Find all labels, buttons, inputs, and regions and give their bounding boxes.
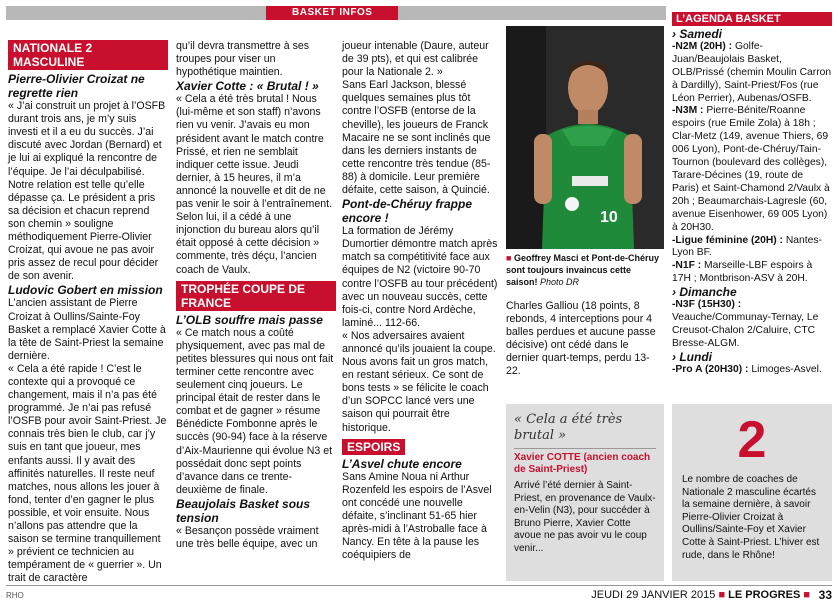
agenda-item-lf xyxy=(672,235,832,261)
subhead-cotte: Xavier Cotte : « Brutal ! » xyxy=(176,79,319,94)
jersey-number: 10 xyxy=(600,209,618,226)
agenda-item-n1f xyxy=(672,260,832,286)
newspaper-name: LE PROGRES xyxy=(728,589,801,601)
paragraph: « Ce match nous a coûté physiquement, avec pas mal de petites blessures qui nous ont fait terminer cette rencontre avec seulement cinq joueurs. Le principal était de rester dans le combat et de gagner » résume Bénédicte Fombonne après le succès (90-94) face à la réserve d’Aix-Maurienne qui évolue N3 et possédait donc sept points d’avance dans ce trente-deuxième de finale. xyxy=(176,326,334,496)
agenda-label: -N3M : xyxy=(672,105,704,117)
agenda-text: Golfe-Juan/Beaujolais Basket, OLB/Prissé (chemin Moulin Carron à Dardilly), Saint-Priest/Fos (rue Léon Perrier), Aubenas/OSFB. xyxy=(672,40,832,104)
n2-heading: NATIONALE 2 MASCULINE xyxy=(8,40,168,70)
section-label: BASKET INFOS xyxy=(266,6,398,20)
subhead-gobert: Ludovic Gobert en mission xyxy=(8,283,163,298)
quote-author: Xavier COTTE (ancien coach de Saint-Priest) xyxy=(514,448,656,476)
paragraph: L’ancien assistant de Pierre Croizat à Oullins/Sainte-Foy Basket a remplacé Xavier Cotte à la tête de Saint-Priest la semaine dernière. xyxy=(8,297,166,362)
column-3 xyxy=(342,40,500,562)
paragraph: Charles Galliou (18 points, 8 rebonds, 4 interceptions pour 4 balles perdues et aucune passe décisive) ont cédé dans le dernier quart-temps, perdu 13-22. xyxy=(506,300,656,378)
subhead-pont-de-cheruy: Pont-de-Chéruy frappe encore ! xyxy=(342,197,473,226)
quote-body: Arrivé l’été dernier à Saint-Priest, en provenance de Vaulx-en-Velin (N3), pour succéder à Bruno Pierre, Xavier Cotte avoue ne pas avoir vu le coup venir... xyxy=(514,480,656,554)
agenda-label: -N1F : xyxy=(672,260,702,272)
agenda-label: -N3F (15H30) : xyxy=(672,299,742,311)
agenda-heading: L’AGENDA BASKET xyxy=(672,12,832,26)
column-4 xyxy=(506,300,664,379)
agenda-item-n3f xyxy=(672,299,832,351)
column-1 xyxy=(8,40,168,585)
quote-box xyxy=(506,404,664,581)
agenda-item-n3m xyxy=(672,105,832,234)
agenda-text: Limoges-Asvel. xyxy=(748,363,822,375)
day-dimanche: › Dimanche xyxy=(672,285,737,300)
paragraph: Sans Amine Noua ni Arthur Rozenfeld les espoirs de l’Asvel ont concédé une nouvelle défaite, s’inclinant 51-65 hier après-midi à l’Astroballe face à Nancy. En tête à la pause les coéquipiers de xyxy=(342,470,492,562)
agenda-text: Pierre-Bénite/Roanne espoirs (rue Emile Zola) à 18h ; Clar-Metz (149, avenue Thiers, 69 006 Lyon), Pont-de-Chéruy/Tain-Tournon (boulevard des collèges), Tarare-Décines (19, route de Paris) et Saint-Chamond 2/Vaulx à 20h ; Beaumarchais-Lagresle (60, avenue Eisenhower, 69 005 Lyon) à 20H30. xyxy=(672,105,830,233)
player-photo xyxy=(506,26,664,249)
caption-text: Geoffrey Masci et Pont-de-Chéruy sont toujours invaincus cette saison! xyxy=(506,253,659,287)
column-2 xyxy=(176,40,336,551)
subhead-beaujolais: Beaujolais Basket sous tension xyxy=(176,496,311,525)
paragraph: joueur intenable (Daure, auteur de 39 pts), et qui est calibrée pour la Nationale 2. » xyxy=(342,40,489,79)
agenda-text: Nantes-Lyon BF. xyxy=(672,234,822,259)
agenda-item-proa xyxy=(672,364,832,377)
stat-box xyxy=(672,404,832,581)
paragraph: « Besançon possède vraiment une très belle équipe, avec un xyxy=(176,524,319,550)
agenda-text: Veauche/Communay-Ternay, Le Creusot-Chalon 2/Caluire, CTC Bresse-ALGM. xyxy=(672,311,819,349)
paragraph: « J’ai construit un projet à l’OSFB durant trois ans, je m’y suis investi et il a eu du succès. J’ai discuté avec Jordan (Bernard) et je lui ai expliqué la rencontre de l’équipe. Je l’ai déculpabilisé. Notre relation est telle qu’elle dépasse ça. Le président a pris sa décision et chacun reprend son chemin » souligne méthodiquement Pierre-Olivier Croizat, qui avoue ne pas avoir pris assez de recul pour décider de son avenir. xyxy=(8,100,166,283)
agenda-list xyxy=(672,28,832,376)
day-lundi: › Lundi xyxy=(672,349,712,364)
footer-date-line: JEUDI 29 JANVIER 2015 ■ LE PROGRES ■ xyxy=(591,589,810,601)
paragraph: « Cela a été rapide ! C’est le contexte qui a provoqué ce changement, mais il n’a pas été programmé. Je n’ai pas refusé l’OSFB pour avoir Saint-Priest. Je connais très bien le club, car j’y suis en tant que joueur, mes enfants aussi. Il y avait des affinités naturelles. Il reste neuf matches, nous allons les jouer à fond, tenter d’en gagner le plus possible, et voir ensuite. Nous n’allons pas attendre que la saison se termine tranquillement » prévient ce technicien au tempérament de « guerrier ». Un trait de caractère xyxy=(8,362,167,585)
paragraph: Sans Earl Jackson, blessé quelques semaines plus tôt contre l’OSFB (entorse de la cheville), les joueurs de Franck Macaire ne se sont inclinés que dans les derniers instants de cette rencontre très tendue (85-88) à domicile. Leur première défaite, cette saison, à Quincié. xyxy=(342,79,491,197)
page-number: 33 xyxy=(818,588,832,602)
quote-text: « Cela a été très brutal » xyxy=(514,412,623,443)
paragraph: « Cela a été très brutal ! Nous (lui-même et son staff) n’avons rien vu venir. J’avais eu mon président avant le match contre Prissé, et rien ne semblait indiquer cette issue. Jeudi dernier, à 15 heures, il m’a annoncé la nouvelle et dit de ne pas venir le soir à l’entraînement. Selon lui, il a cédé à une injonction du bureau alors qu’il était opposé à cette décision » commente, très déçu, l’ancien coach de Vaulx. xyxy=(176,93,333,276)
trophee-heading: TROPHÉE COUPE DE FRANCE xyxy=(176,281,336,311)
paragraph: La formation de Jérémy Dumortier démontre match après match sa compétitivité face aux équipes de N2 (victoire 90-70 contre l’OSFB au tour précédent) avec un nouveau succès, cette fois-ci, contre Nord Ardèche, laminé... 112-66. xyxy=(342,225,498,329)
stat-number: 2 xyxy=(737,411,767,469)
player-illustration xyxy=(506,26,664,249)
section-band xyxy=(6,6,666,20)
edition-code: RHO xyxy=(6,591,24,600)
agenda-item-n2m xyxy=(672,41,832,106)
stat-text: Le nombre de coaches de Nationale 2 masculine écartés la semaine dernière, à savoir Pierre-Olivier Croizat à Oullins/Sainte-Foy et Xavier Cotte à Saint-Priest. L’hiver est rude, dans le Rhône! xyxy=(682,474,820,561)
paragraph: qu’il devra transmettre à ses troupes pour viser un hypothétique maintien. xyxy=(176,40,310,79)
article-title-croizat: Pierre-Olivier Croizat ne regrette rien xyxy=(8,72,145,101)
day-samedi: › Samedi xyxy=(672,27,723,41)
subhead-asvel: L’Asvel chute encore xyxy=(342,456,462,471)
page-footer xyxy=(6,585,832,608)
paragraph: « Nos adversaires avaient annoncé qu’ils jouaient la coupe. Nous avons fait un gros match, en restant sérieux. Ce sont de bons tests » se félicite le coach d’un SOPCC lancé vers une saison qui pourrait être historique. xyxy=(342,329,496,434)
espoirs-heading: ESPOIRS xyxy=(342,439,405,455)
subhead-olb: L’OLB souffre mais passe xyxy=(176,312,323,327)
agenda-label: -N2M (20H) : xyxy=(672,40,733,52)
agenda-label: -Pro A (20H30) : xyxy=(672,363,749,375)
photo-credit: Photo DR xyxy=(540,277,580,287)
agenda-text: Marseille-LBF espoirs à 17H ; Montbrison-ASV à 20H. xyxy=(672,260,813,285)
agenda-label: -Ligue féminine (20H) : xyxy=(672,234,783,246)
photo-caption: ■ Geoffrey Masci et Pont-de-Chéruy sont toujours invaincus cette saison! Photo DR xyxy=(506,253,659,287)
footer-date: JEUDI 29 JANVIER 2015 xyxy=(591,589,716,601)
